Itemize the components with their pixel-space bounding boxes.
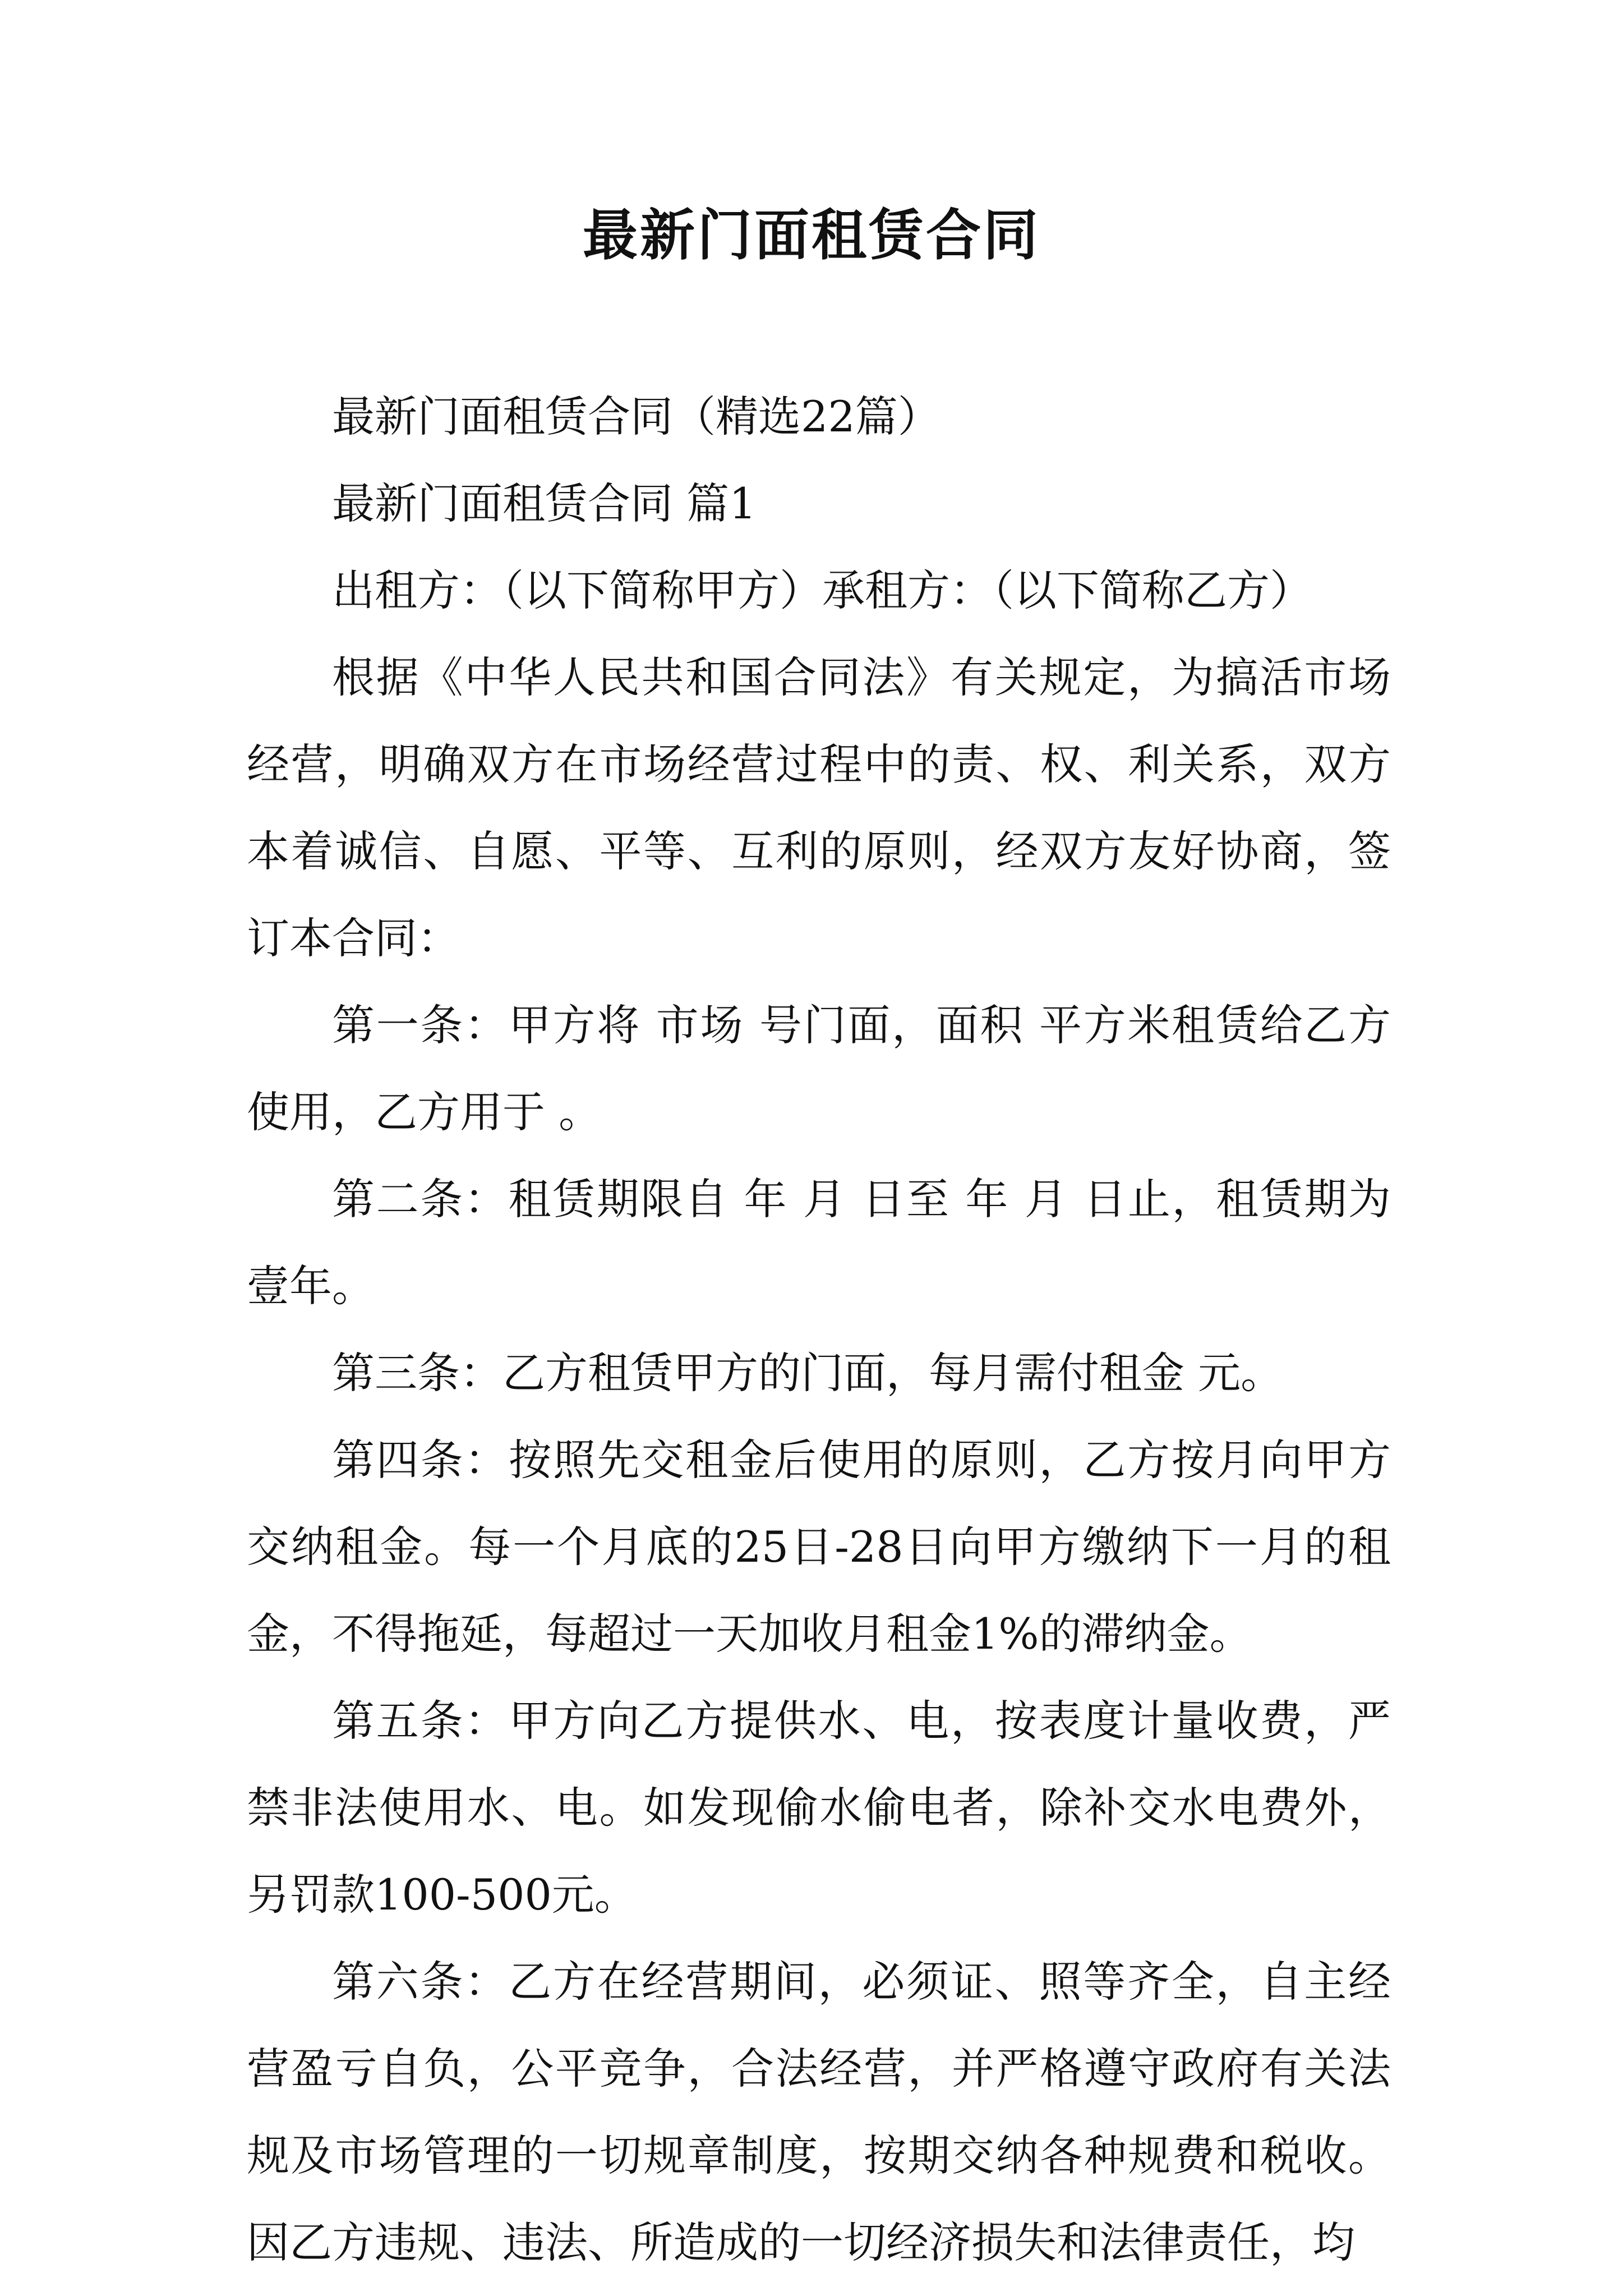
paragraph-article-5: 第五条：甲方向乙方提供水、电，按表度计量收费，严禁非法使用水、电。如发现偷水偷电者，除补交水电费外，另罚款100-500元。 xyxy=(247,1696,1391,1920)
paragraph-article-1: 第一条：甲方将 市场 号门面，面积 平方米租赁给乙方使用，乙方用于 。 xyxy=(247,1000,1391,1137)
paragraph-article-2: 第二条：租赁期限自 年 月 日至 年 月 日止，租赁期为壹年。 xyxy=(247,1174,1391,1311)
document-title: 最新门面租赁合同 xyxy=(582,203,1040,268)
paragraph-section-heading: 最新门面租赁合同 篇1 xyxy=(332,478,757,528)
paragraph-article-6: 第六条：乙方在经营期间，必须证、照等齐全，自主经营盈亏自负，公平竞争，合法经营，并严格遵守政府有关法规及市场管理的一切规章制度，按期交纳各种规费和税收。因乙方违规、违法、所造成的一切经济损失和法律责任，均 xyxy=(247,1957,1391,2267)
paragraph-preamble: 根据《中华人民共和国合同法》有关规定，为搞活市场经营，明确双方在市场经营过程中的责、权、利关系，双方本着诚信、自愿、平等、互利的原则，经双方友好协商，签订本合同： xyxy=(247,652,1391,963)
paragraph-parties: 出租方：（以下简称甲方）承租方：（以下简称乙方） xyxy=(332,565,1312,615)
paragraph-subtitle: 最新门面租赁合同（精选22篇） xyxy=(332,392,940,441)
paragraph-article-3: 第三条：乙方租赁甲方的门面，每月需付租金 元。 xyxy=(332,1348,1284,1398)
document-body xyxy=(247,373,1391,2286)
paragraph-article-4: 第四条：按照先交租金后使用的原则，乙方按月向甲方交纳租金。每一个月底的25日-28日向甲方缴纳下一月的租金，不得拖延，每超过一天加收月租金1%的滞纳金。 xyxy=(247,1435,1391,1659)
